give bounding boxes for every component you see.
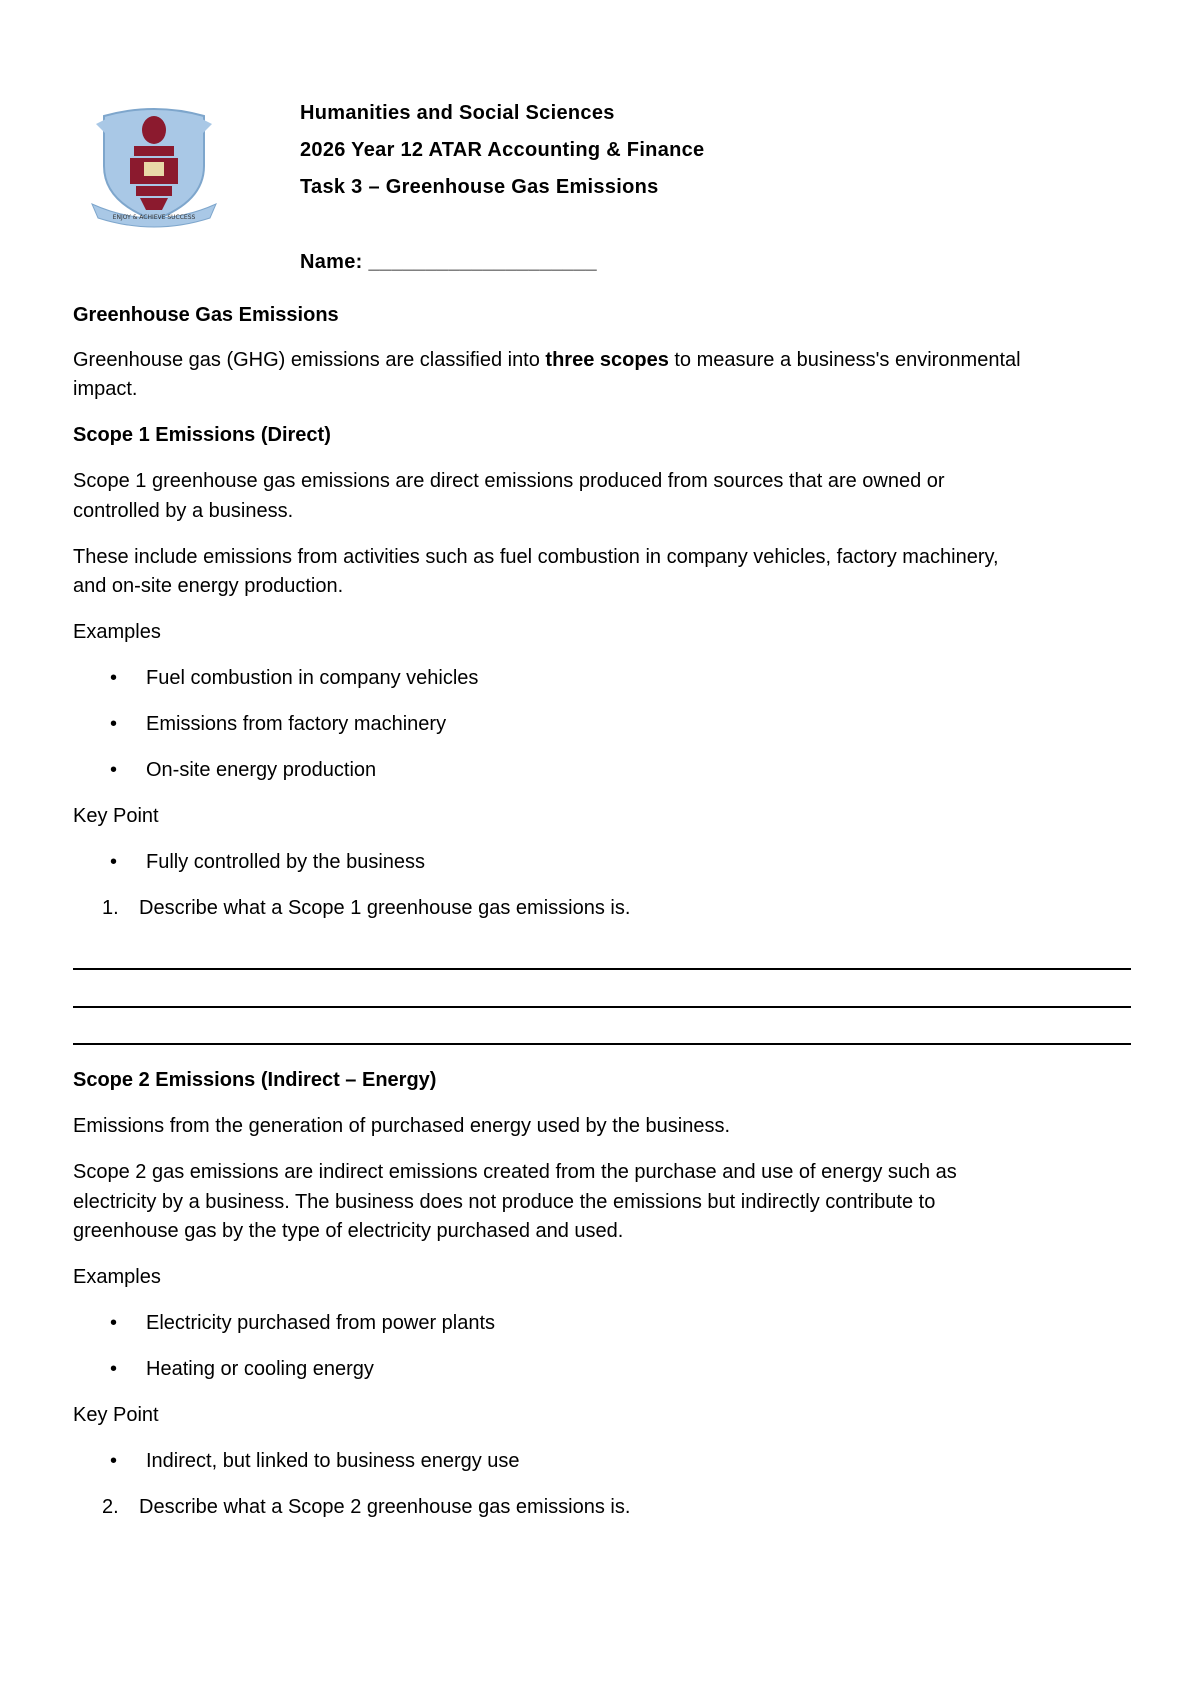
bullet-icon: •: [110, 1358, 118, 1380]
scope1-para1-line2: controlled by a business.: [73, 500, 294, 522]
scope1-key-point-label: Key Point: [73, 805, 159, 827]
scope2-key-point-label: Key Point: [73, 1404, 159, 1426]
scope2-para2-line1: Scope 2 gas emissions are indirect emissions created from the purchase and use of energy such as: [73, 1161, 957, 1183]
scope1-heading: Scope 1 Emissions (Direct): [73, 424, 331, 446]
question1-number: 1.: [102, 897, 119, 919]
scope2-heading: Scope 2 Emissions (Indirect – Energy): [73, 1069, 437, 1091]
bullet-icon: •: [110, 713, 118, 735]
logo-motto-text: ENJOY & ACHIEVE SUCCESS: [112, 214, 196, 221]
list-item: Fuel combustion in company vehicles: [146, 667, 479, 689]
bullet-icon: •: [110, 1450, 118, 1472]
list-item: Emissions from factory machinery: [146, 713, 447, 735]
question2-text: Describe what a Scope 2 greenhouse gas emissions is.: [139, 1496, 631, 1518]
scope1-para2-line2: and on-site energy production.: [73, 575, 344, 597]
list-item: Electricity purchased from power plants: [146, 1312, 496, 1334]
scope1-examples-label: Examples: [73, 621, 161, 643]
list-item: Fully controlled by the business: [146, 851, 426, 873]
answer-line[interactable]: [73, 1043, 1131, 1045]
intro-paragraph-line2: impact.: [73, 378, 138, 400]
answer-line[interactable]: [73, 1006, 1131, 1008]
scope1-para2-line1: These include emissions from activities such as fuel combustion in company vehicles, factory machinery,: [73, 546, 999, 568]
intro-paragraph-line1: [73, 345, 1021, 375]
bullet-icon: •: [110, 667, 118, 689]
intro-text-after: to measure a business's environmental: [668, 349, 1021, 371]
intro-text-bold: three scopes: [545, 349, 669, 371]
answer-line[interactable]: [73, 968, 1131, 970]
intro-text-before: Greenhouse gas (GHG) emissions are classified into: [73, 349, 546, 371]
scope2-examples-label: Examples: [73, 1266, 161, 1288]
course-title: 2026 Year 12 ATAR Accounting & Finance: [300, 139, 705, 161]
question2-number: 2.: [102, 1496, 119, 1518]
scope1-para1-line1: Scope 1 greenhouse gas emissions are direct emissions produced from sources that are owned or: [73, 470, 945, 492]
school-crest-logo: [90, 106, 218, 230]
list-item: On-site energy production: [146, 759, 377, 781]
list-item: Heating or cooling energy: [146, 1358, 374, 1380]
scope2-para2-line2: electricity by a business. The business does not produce the emissions but indirectly contribute to: [73, 1191, 936, 1213]
question1-text: Describe what a Scope 1 greenhouse gas emissions is.: [139, 897, 631, 919]
bullet-icon: •: [110, 759, 118, 781]
list-item: Indirect, but linked to business energy use: [146, 1450, 520, 1472]
scope2-para1: Emissions from the generation of purchased energy used by the business.: [73, 1115, 731, 1137]
bullet-icon: •: [110, 1312, 118, 1334]
intro-heading: Greenhouse Gas Emissions: [73, 304, 339, 326]
bullet-icon: •: [110, 851, 118, 873]
name-field[interactable]: Name: ____________________: [300, 251, 597, 273]
task-title: Task 3 – Greenhouse Gas Emissions: [300, 176, 659, 198]
scope2-para2-line3: greenhouse gas by the type of electricity purchased and used.: [73, 1220, 624, 1242]
department-title: Humanities and Social Sciences: [300, 102, 615, 124]
